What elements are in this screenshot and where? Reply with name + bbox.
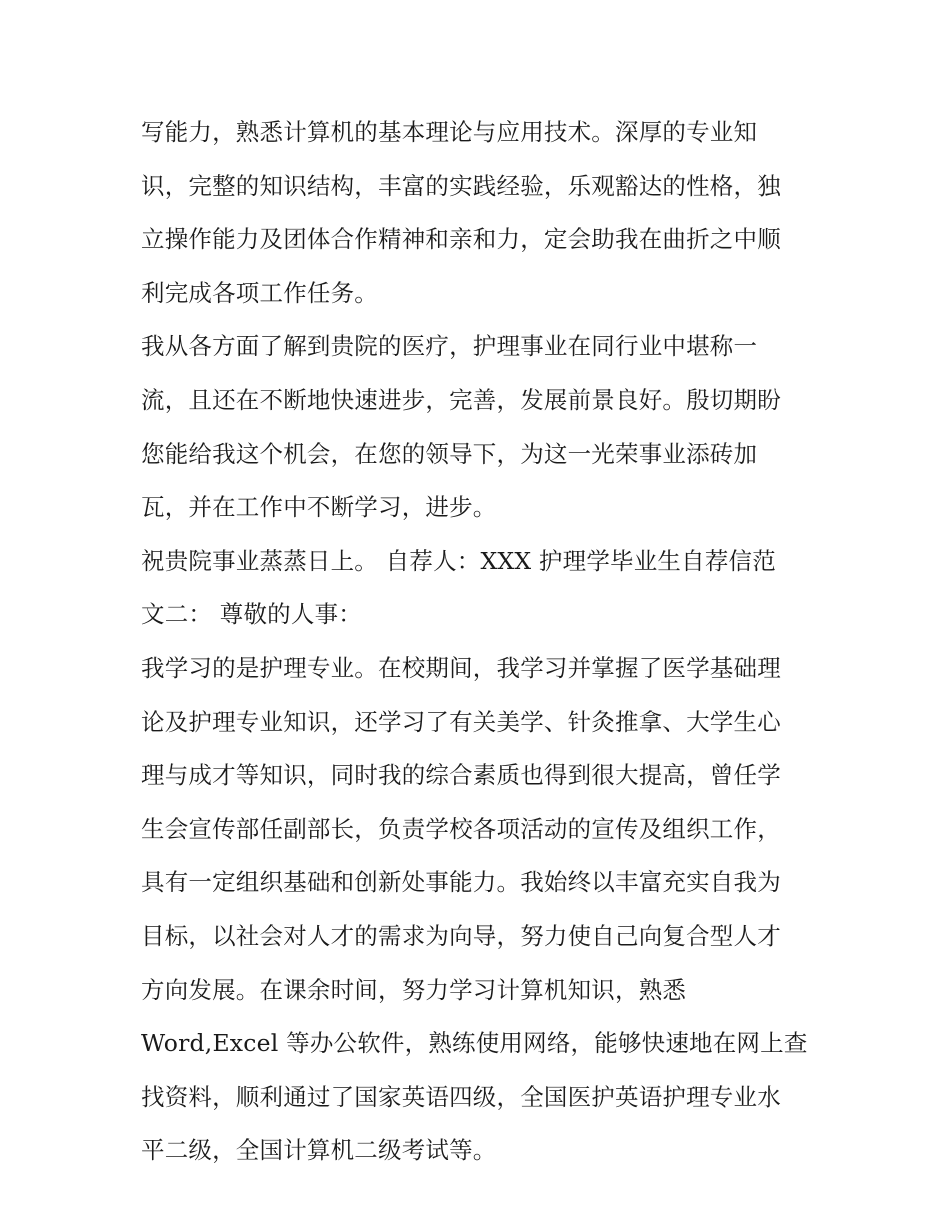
text-line: 流，且还在不断地快速进步，完善，发展前景良好。殷切期盼 <box>141 385 781 414</box>
text-line: 利完成各项工作任务。 <box>141 278 378 307</box>
text-line: 生会宣传部任副部长，负责学校各项活动的宣传及组织工作， <box>141 814 781 843</box>
text-line: 识，完整的知识结构，丰富的实践经验，乐观豁达的性格，独 <box>141 171 781 200</box>
text-line: 目标，以社会对人才的需求为向导，努力使自己向复合型人才 <box>141 921 781 950</box>
text-line: Word,Excel 等办公软件，熟练使用网络，能够快速地在网上查 <box>141 1029 808 1058</box>
body-text <box>141 106 821 1178</box>
text-line: 理与成才等知识，同时我的综合素质也得到很大提高，曾任学 <box>141 761 781 790</box>
text-line: 找资料，顺利通过了国家英语四级，全国医护英语护理专业水 <box>141 1082 781 1111</box>
text-line: 具有一定组织基础和创新处事能力。我始终以丰富充实自我为 <box>141 868 781 897</box>
text-line: 方向发展。在课余时间，努力学习计算机知识，熟悉 <box>141 975 687 1004</box>
text-line: 平二级，全国计算机二级考试等。 <box>141 1136 497 1165</box>
text-line: 您能给我这个机会，在您的领导下，为这一光荣事业添砖加 <box>141 439 758 468</box>
text-line: 写能力，熟悉计算机的基本理论与应用技术。深厚的专业知 <box>141 118 758 146</box>
text-line: 文二： 尊敬的人事： <box>141 600 362 629</box>
text-line: 瓦，并在工作中不断学习，进步。 <box>141 493 497 522</box>
text-line: 我学习的是护理专业。在校期间，我学习并掌握了医学基础理 <box>141 653 781 682</box>
text-line: 立操作能力及团体合作精神和亲和力，定会助我在曲折之中顺 <box>141 225 781 254</box>
text-line: 论及护理专业知识，还学习了有关美学、针灸推拿、大学生心 <box>141 707 781 736</box>
text-line: 祝贵院事业蒸蒸日上。 自荐人：XXX 护理学毕业生自荐信范 <box>141 546 776 575</box>
text-line: 我从各方面了解到贵院的医疗，护理事业在同行业中堪称一 <box>141 332 758 361</box>
